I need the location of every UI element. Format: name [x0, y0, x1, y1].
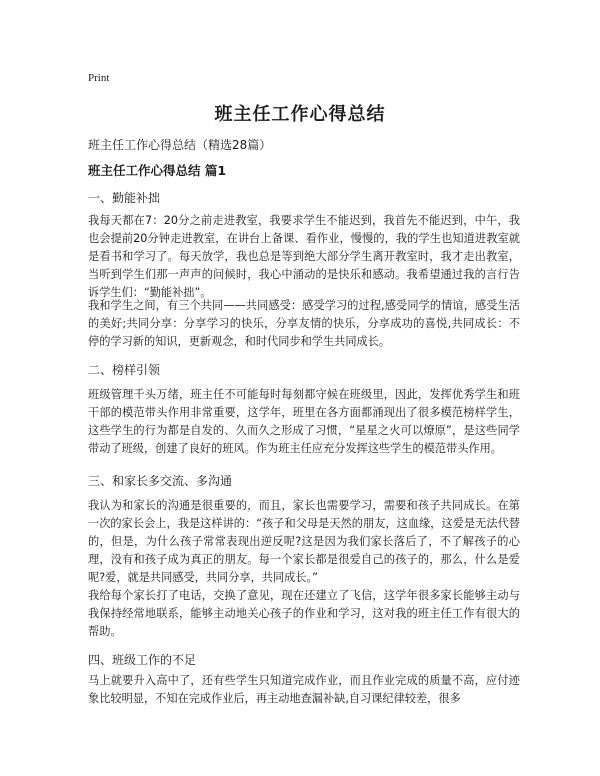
paragraph: 我给每个家长打了电话，交换了意见，现在还建立了飞信，这学年很多家长能够主动与我保持经常地联系，能够主动地关心孩子的作业和学习，这对我的班主任工作有很大的帮助。: [88, 589, 520, 638]
paragraph: 我认为和家长的沟通是很重要的，而且，家长也需要学习，需要和孩子共同成长。在第一次的家长会上，我是这样讲的：“孩子和父母是天然的朋友，这血缘，这爱是无法代替的，但是，为什么孩子常常表现出逆反呢?这是因为我们家长落后了，不了解孩子的心理，没有和孩子成为真正的朋友。每一个家长都是很爱自己的孩子的，那么，什么是爱呢?爱，就是共同感受，共同分享，共同成长。”: [88, 499, 520, 584]
subheading: 四、班级工作的不足: [88, 653, 197, 667]
document-title: 班主任工作心得总结: [214, 104, 386, 125]
section-heading: 班主任工作心得总结 篇1: [88, 163, 227, 178]
subheading: 二、榜样引领: [88, 363, 161, 377]
subheading: 一、勤能补拙: [88, 191, 161, 205]
document-subtitle: 班主任工作心得总结（精选28篇）: [88, 138, 272, 152]
paragraph: 我和学生之间，有三个共同——共同感受：感受学习的过程,感受同学的情谊，感受生活的美好;共同分享：分享学习的快乐，分享友情的快乐，分享成功的喜悦,共同成长：不停的学习新的知识，更新观念，和时代同步和学生共同成长。: [88, 299, 520, 348]
subheading: 三、和家长多交流、多沟通: [88, 474, 233, 488]
paragraph: 马上就要升入高中了，还有些学生只知道完成作业，而且作业完成的质量不高，应付迹象比较明显，不知在完成作业后，再主动地查漏补缺,自习课纪律较差，很多: [88, 674, 520, 705]
print-link[interactable]: Print: [88, 72, 110, 84]
paragraph: 我每天都在7：20分之前走进教室，我要求学生不能迟到，我首先不能迟到，中午，我也会提前20分钟走进教室，在讲台上备课、看作业，慢慢的，我的学生也知道进教室就是看书和学习了。每天放学，我也总是等到绝大部分学生离开教室时，我才走出教室，当听到学生们那一声声的问候时，我心中涌动的是快乐和感动。我希望通过我的言行告诉学生们：“勤能补拙”。: [88, 214, 520, 299]
paragraph: 班级管理千头万绪，班主任不可能每时每刻都守候在班级里，因此，发挥优秀学生和班干部的模范带头作用非常重要，这学年，班里在各方面都涌现出了很多模范榜样学生，这些学生的行为都是自发的、久而久之形成了习惯，“星星之火可以燎原”，是这些同学带动了班级，创建了良好的班风。作为班主任应充分发挥这些学生的模范带头作用。: [88, 388, 520, 455]
